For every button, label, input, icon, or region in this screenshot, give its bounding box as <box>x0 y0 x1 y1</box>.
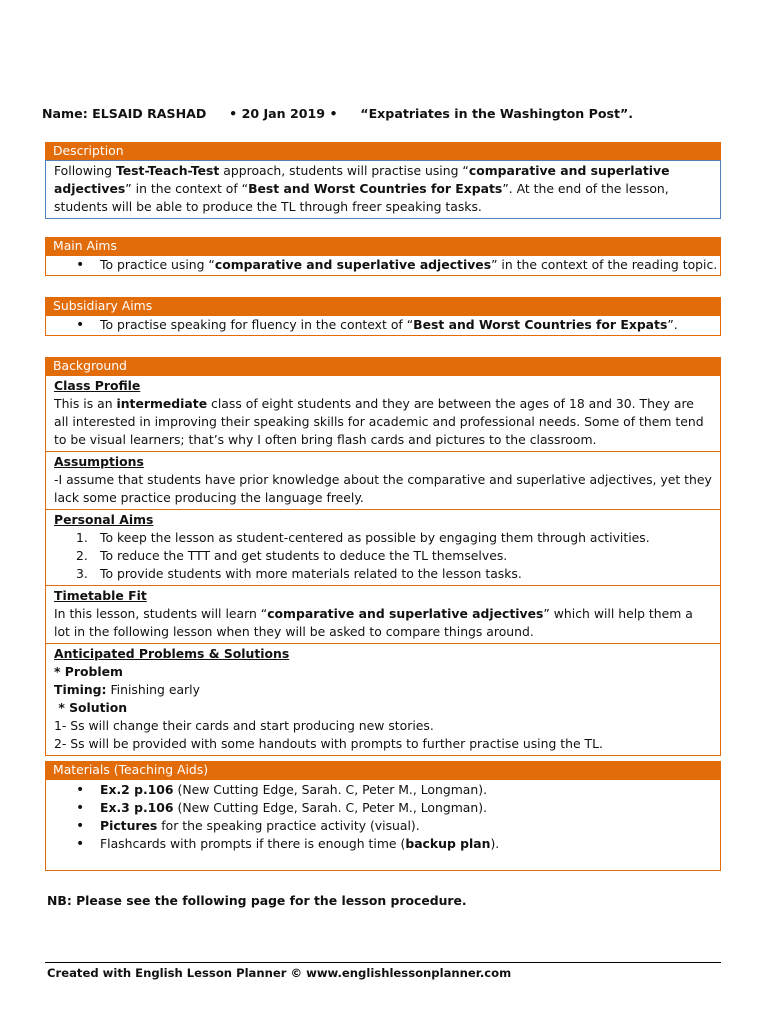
solution-label: * Solution <box>54 700 128 715</box>
personal-aim-item: 2. To reduce the TTT and get students to deduce the TL themselves. <box>76 548 508 563</box>
timetable-fit-cell <box>46 585 720 643</box>
main-aims-box <box>45 255 721 276</box>
assumptions-cell <box>46 451 720 509</box>
materials-box <box>45 779 721 871</box>
description-heading: Description <box>45 142 721 160</box>
description-section <box>45 142 721 219</box>
solution-1: 1- Ss will change their cards and start producing new stories. <box>54 718 434 733</box>
problems-heading: Anticipated Problems & Solutions <box>54 646 290 661</box>
personal-aims-cell <box>46 509 720 585</box>
subsidiary-aims-box <box>45 315 721 336</box>
materials-heading: Materials (Teaching Aids) <box>45 761 721 779</box>
main-aims-heading: Main Aims <box>45 237 721 255</box>
materials-section <box>45 761 721 871</box>
assumptions-text: -I assume that students have prior knowledge about the comparative and superlative adjectives, yet they lack some practice producing the language freely. <box>54 472 712 505</box>
footer-credit: Created with English Lesson Planner © www.englishlessonplanner.com <box>47 966 512 980</box>
subsidiary-aims-section <box>45 297 721 336</box>
footer-divider <box>45 962 721 963</box>
personal-aim-item: 3. To provide students with more materials related to the lesson tasks. <box>76 566 522 581</box>
subsidiary-aims-heading: Subsidiary Aims <box>45 297 721 315</box>
timetable-fit-text: In this lesson, students will learn “comparative and superlative adjectives” which will help them a lot in the following lesson when they will be asked to compare things around. <box>54 606 693 639</box>
solution-2: 2- Ss will be provided with some handouts with prompts to further practise using the TL. <box>54 736 603 751</box>
main-aim-item: • To practice using “comparative and superlative adjectives” in the context of the reading topic. <box>54 256 720 274</box>
material-item: • Flashcards with prompts if there is enough time (backup plan). <box>54 835 720 853</box>
background-heading: Background <box>45 357 721 375</box>
problem-label: * Problem <box>54 664 123 679</box>
material-item: • Ex.3 p.106 (New Cutting Edge, Sarah. C, Peter M., Longman). <box>54 799 720 817</box>
student-name: Name: ELSAID RASHAD <box>42 106 207 121</box>
timetable-fit-heading: Timetable Fit <box>54 588 147 603</box>
material-item: • Pictures for the speaking practice activity (visual). <box>54 817 720 835</box>
description-text: Following Test-Teach-Test approach, students will practise using “comparative and superlative adjectives” in the context of “Best and Worst Countries for Expats”. At the end of the lesson, students will be able to produce the TL through freer speaking tasks. <box>54 163 670 214</box>
nb-note: NB: Please see the following page for the lesson procedure. <box>47 893 467 908</box>
assumptions-heading: Assumptions <box>54 454 144 469</box>
background-section <box>45 357 721 756</box>
header-line <box>42 106 633 121</box>
timing-line: Timing: Finishing early <box>54 682 200 697</box>
description-box <box>45 160 721 219</box>
class-profile-heading: Class Profile <box>54 378 141 393</box>
class-profile-cell <box>46 376 720 451</box>
class-profile-text: This is an intermediate class of eight students and they are between the ages of 18 and 30. They are all interested in improving their speaking skills for academic and professional needs. Some of them tend to be visual learners; that’s why I often bring flash cards and pictures to the classroom. <box>54 396 704 447</box>
lesson-title: “Expatriates in the Washington Post”. <box>360 106 634 121</box>
problems-cell <box>46 643 720 755</box>
background-box <box>45 375 721 756</box>
personal-aims-heading: Personal Aims <box>54 512 154 527</box>
material-item: • Ex.2 p.106 (New Cutting Edge, Sarah. C, Peter M., Longman). <box>54 781 720 799</box>
subsidiary-aim-item: • To practise speaking for fluency in the context of “Best and Worst Countries for Expats”. <box>54 316 720 334</box>
main-aims-section <box>45 237 721 276</box>
lesson-date: • 20 Jan 2019 • <box>229 106 338 121</box>
personal-aim-item: 1. To keep the lesson as student-centered as possible by engaging them through activities. <box>76 530 650 545</box>
